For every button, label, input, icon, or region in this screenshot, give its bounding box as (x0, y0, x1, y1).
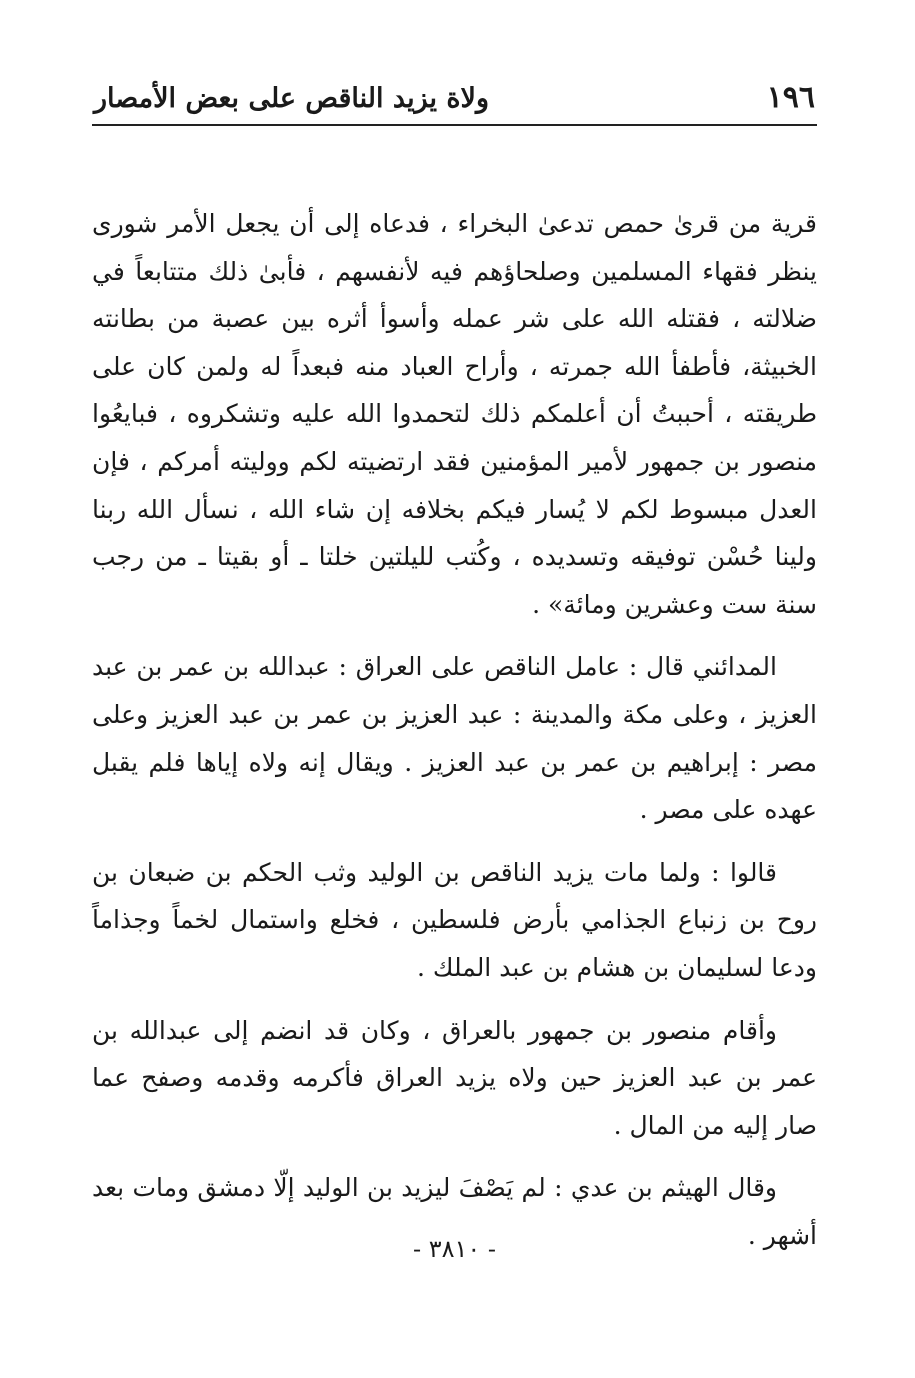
header-page-number: ١٩٦ (766, 80, 815, 115)
paragraph-letter-continuation: قرية من قرىٰ حمص تدعىٰ البخراء ، فدعاه إلى أن يجعل الأمر شورى ينظر فقهاء المسلمين وصلحاؤهم فيه لأنفسهم ، فأبىٰ ذلك متتابعاً في ضلالته ، فقتله الله على شر عمله وأسوأ أثره بين عصبة من بطانته الخبيثة، فأطفأ الله جمرته ، وأراح العباد منه فبعداً له ولمن كان على طريقته ، أحببتُ أن أعلمكم ذلك لتحمدوا الله عليه وتشكروه ، فبايعُوا منصور بن جمهور لأمير المؤمنين فقد ارتضيته لكم ووليته أمركم ، فإن العدل مبسوط لكم لا يُسار فيكم بخلافه إن شاء الله ، نسأل الله ربنا ولينا حُسْن توفيقه وتسديده ، وكُتب لليلتين خلتا ـ أو بقيتا ـ من رجب سنة ست وعشرين ومائة» . (92, 209, 817, 619)
body-text (92, 200, 817, 1259)
running-header (92, 80, 817, 124)
footer-page-number: - ٣٨١٠ - (412, 1235, 497, 1263)
paragraph-qalu: قالوا : ولما مات يزيد الناقص بن الوليد وثب الحكم بن ضبعان بن روح بن زنباع الجذامي بأرض فلسطين ، فخلع واستمال لخماً وجذاماً ودعا لسليمان بن هشام بن عبد الملك . (92, 857, 817, 982)
paragraph-haytham: وقال الهيثم بن عدي : لم يَصْفَ ليزيد بن الوليد إلّا دمشق ومات بعد أشهر . (92, 1173, 817, 1250)
chapter-title: ولاة يزيد الناقص على بعض الأمصار (94, 83, 489, 114)
book-page (92, 80, 817, 1310)
paragraph-madaini: المدائني قال : عامل الناقص على العراق : عبدالله بن عمر بن عبد العزيز ، وعلى مكة والمدينة : عبد العزيز بن عمر بن عبد العزيز وعلى مصر : إبراهيم بن عمر بن عبد العزيز . ويقال إنه ولاه إياها فلم يقبل عهده على مصر . (92, 652, 817, 825)
header-divider (92, 124, 817, 126)
paragraph-mansur: وأقام منصور بن جمهور بالعراق ، وكان قد انضم إلى عبدالله بن عمر بن عبد العزيز حين ولاه يزيد العراق فأكرمه وقدمه وصفح عما صار إليه من المال . (92, 1015, 817, 1140)
